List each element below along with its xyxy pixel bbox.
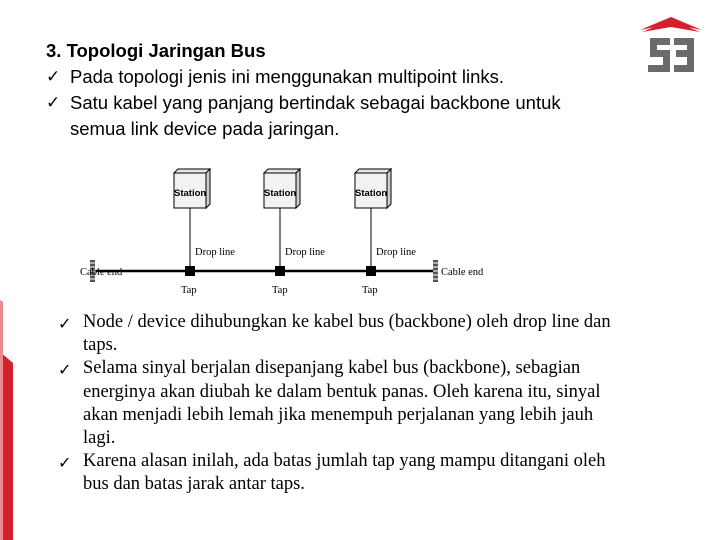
cable-end-right <box>433 260 438 282</box>
check-icon: ✓ <box>58 314 72 333</box>
bullet-line: akan menjadi lebih lemah jika menempuh perjalanan yang lebih jauh <box>83 404 594 425</box>
tap-1 <box>185 266 195 276</box>
station-3 <box>355 169 391 208</box>
bullet-line: energinya akan diubah ke dalam bentuk panas. Oleh karena itu, sinyal <box>83 381 601 402</box>
cable-end-label-right: Cable end <box>441 267 484 278</box>
cable-end-label-left: Cable end <box>80 267 123 278</box>
check-icon: ✓ <box>58 360 72 380</box>
check-icon: ✓ <box>58 453 72 473</box>
tap-label: Tap <box>362 285 378 296</box>
bullet-line: Selama sinyal berjalan disepanjang kabel bus (backbone), sebagian <box>83 358 581 379</box>
bullet-line: Node / device dihubungkan ke kabel bus (backbone) oleh drop line dan <box>83 312 611 332</box>
bullet-line: lagi. <box>83 428 116 449</box>
top-bullet-2 <box>46 90 666 116</box>
station-1 <box>174 169 210 208</box>
tap-label: Tap <box>181 285 197 296</box>
bottom-bullet-2 <box>58 357 714 450</box>
bullet-line: taps. <box>83 335 118 356</box>
station-label: Station <box>355 188 388 199</box>
bottom-bullet-1 <box>58 311 714 357</box>
bullet-line: bus dan batas jarak antar taps. <box>83 474 305 495</box>
top-bullet-2-continuation: semua link device pada jaringan. <box>70 118 340 139</box>
top-bullet-text: Pada topologi jenis ini menggunakan multipoint links. <box>70 66 504 87</box>
top-bullet-1 <box>46 64 666 90</box>
tap-2 <box>275 266 285 276</box>
bullet-line: Karena alasan inilah, ada batas jumlah tap yang mampu ditangani oleh <box>83 451 606 472</box>
station-label: Station <box>174 188 207 199</box>
drop-line-label: Drop line <box>285 247 325 258</box>
check-icon: ✓ <box>46 93 61 113</box>
check-icon: ✓ <box>46 67 61 87</box>
top-bullet-text: Satu kabel yang panjang bertindak sebagai backbone untuk <box>70 92 561 113</box>
tap-3 <box>366 266 376 276</box>
page-title: 3. Topologi Jaringan Bus <box>46 40 266 61</box>
bottom-text-block <box>58 311 714 497</box>
drop-line-label: Drop line <box>195 247 235 258</box>
station-2 <box>264 169 300 208</box>
top-text-block <box>46 38 666 142</box>
drop-line-label: Drop line <box>376 247 416 258</box>
tap-label: Tap <box>272 285 288 296</box>
station-label: Station <box>264 188 297 199</box>
bottom-bullet-3 <box>58 450 714 496</box>
bus-topology-diagram <box>62 147 500 299</box>
